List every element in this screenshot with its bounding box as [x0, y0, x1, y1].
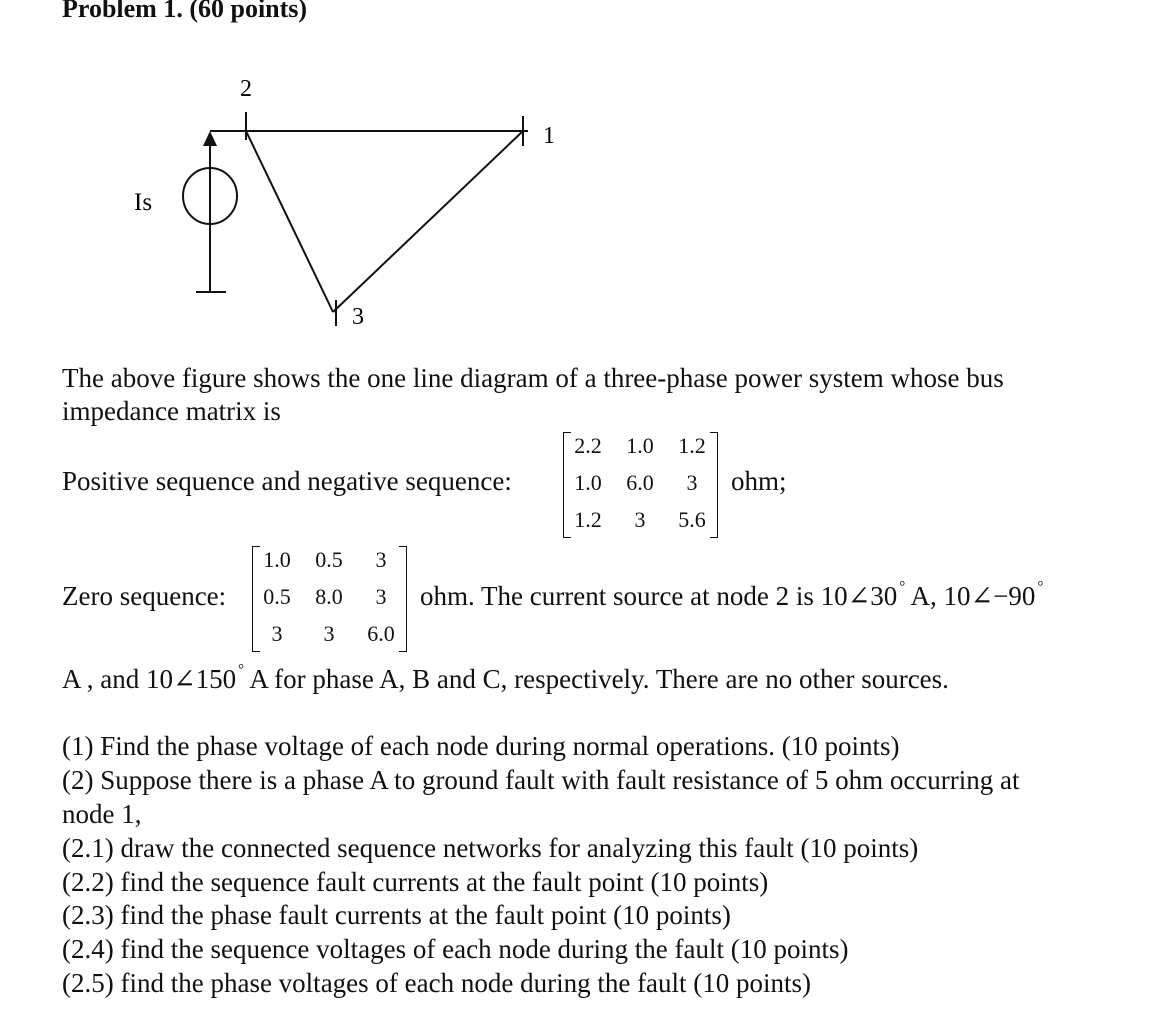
node-label-3: 3	[352, 304, 364, 330]
source-arrow-icon	[203, 131, 217, 146]
question-2-3: (2.3) find the phase fault currents at the fault point (10 points)	[62, 900, 731, 930]
source-phase-a: ohm. The current source at node 2 is 10∠30	[420, 581, 898, 611]
matrix-cell: 3	[271, 621, 283, 646]
matrix-cell: 3	[323, 621, 335, 646]
node-label-2: 2	[240, 76, 252, 102]
question-1: (1) Find the phase voltage of each node during normal operations. (10 points)	[62, 731, 900, 761]
pos-neg-label: Positive sequence and negative sequence:	[62, 466, 512, 496]
matrix-cell: 1.2	[574, 507, 602, 532]
question-2-2: (2.2) find the sequence fault currents at the fault point (10 points)	[62, 867, 769, 897]
matrix-cell: 0.5	[315, 547, 343, 572]
source-label: Is	[134, 189, 153, 216]
question-2-cont: node 1,	[62, 799, 142, 829]
source-phase-b: A, 10∠−90	[910, 581, 1036, 611]
zero-seq-source-text	[420, 580, 1043, 618]
matrix-cell: 0.5	[263, 584, 291, 609]
zero-seq-label: Zero sequence:	[62, 581, 227, 611]
question-2-4: (2.4) find the sequence voltages of each node during the fault (10 points)	[62, 934, 849, 964]
matrix-cell: 1.0	[574, 470, 602, 495]
intro-line-2: impedance matrix is	[62, 396, 281, 426]
matrix-cell: 1.0	[626, 433, 654, 458]
matrix-cell: 3	[375, 584, 387, 609]
matrix-cell: 2.2	[574, 433, 602, 458]
degree-symbol: °	[238, 662, 245, 678]
pos-neg-matrix	[563, 432, 718, 538]
matrix-cell: 6.0	[626, 470, 654, 495]
zero-seq-matrix	[252, 546, 407, 652]
intro-line-1: The above figure shows the one line diagram of a three-phase power system whose bus	[62, 363, 1004, 393]
problem-title: Problem 1. (60 points)	[62, 0, 308, 23]
one-line-diagram	[0, 0, 600, 340]
matrix-cell: 1.0	[263, 547, 291, 572]
matrix-cell: 3	[634, 507, 646, 532]
matrix-cell: 1.2	[678, 433, 706, 458]
question-2-5: (2.5) find the phase voltages of each node during the fault (10 points)	[62, 968, 812, 998]
matrix-cell: 3	[686, 470, 698, 495]
bus-1-to-bus-3-line	[333, 131, 523, 312]
bus-2-to-bus-3-line	[246, 131, 333, 312]
pos-neg-unit: ohm;	[731, 466, 787, 496]
source-line-end: A for phase A, B and C, respectively. There are no other sources.	[249, 664, 949, 694]
source-phase-c: A , and 10∠150	[62, 664, 237, 694]
matrix-cell: 3	[375, 547, 387, 572]
matrix-cell: 5.6	[678, 507, 706, 532]
node-label-1: 1	[543, 123, 555, 149]
source-line	[62, 663, 949, 701]
degree-symbol: °	[899, 579, 906, 595]
question-2: (2) Suppose there is a phase A to ground fault with fault resistance of 5 ohm occurring at	[62, 765, 1020, 795]
question-2-1: (2.1) draw the connected sequence networks for analyzing this fault (10 points)	[62, 833, 919, 863]
degree-symbol: °	[1037, 579, 1044, 595]
matrix-cell: 8.0	[315, 584, 343, 609]
matrix-cell: 6.0	[367, 621, 395, 646]
